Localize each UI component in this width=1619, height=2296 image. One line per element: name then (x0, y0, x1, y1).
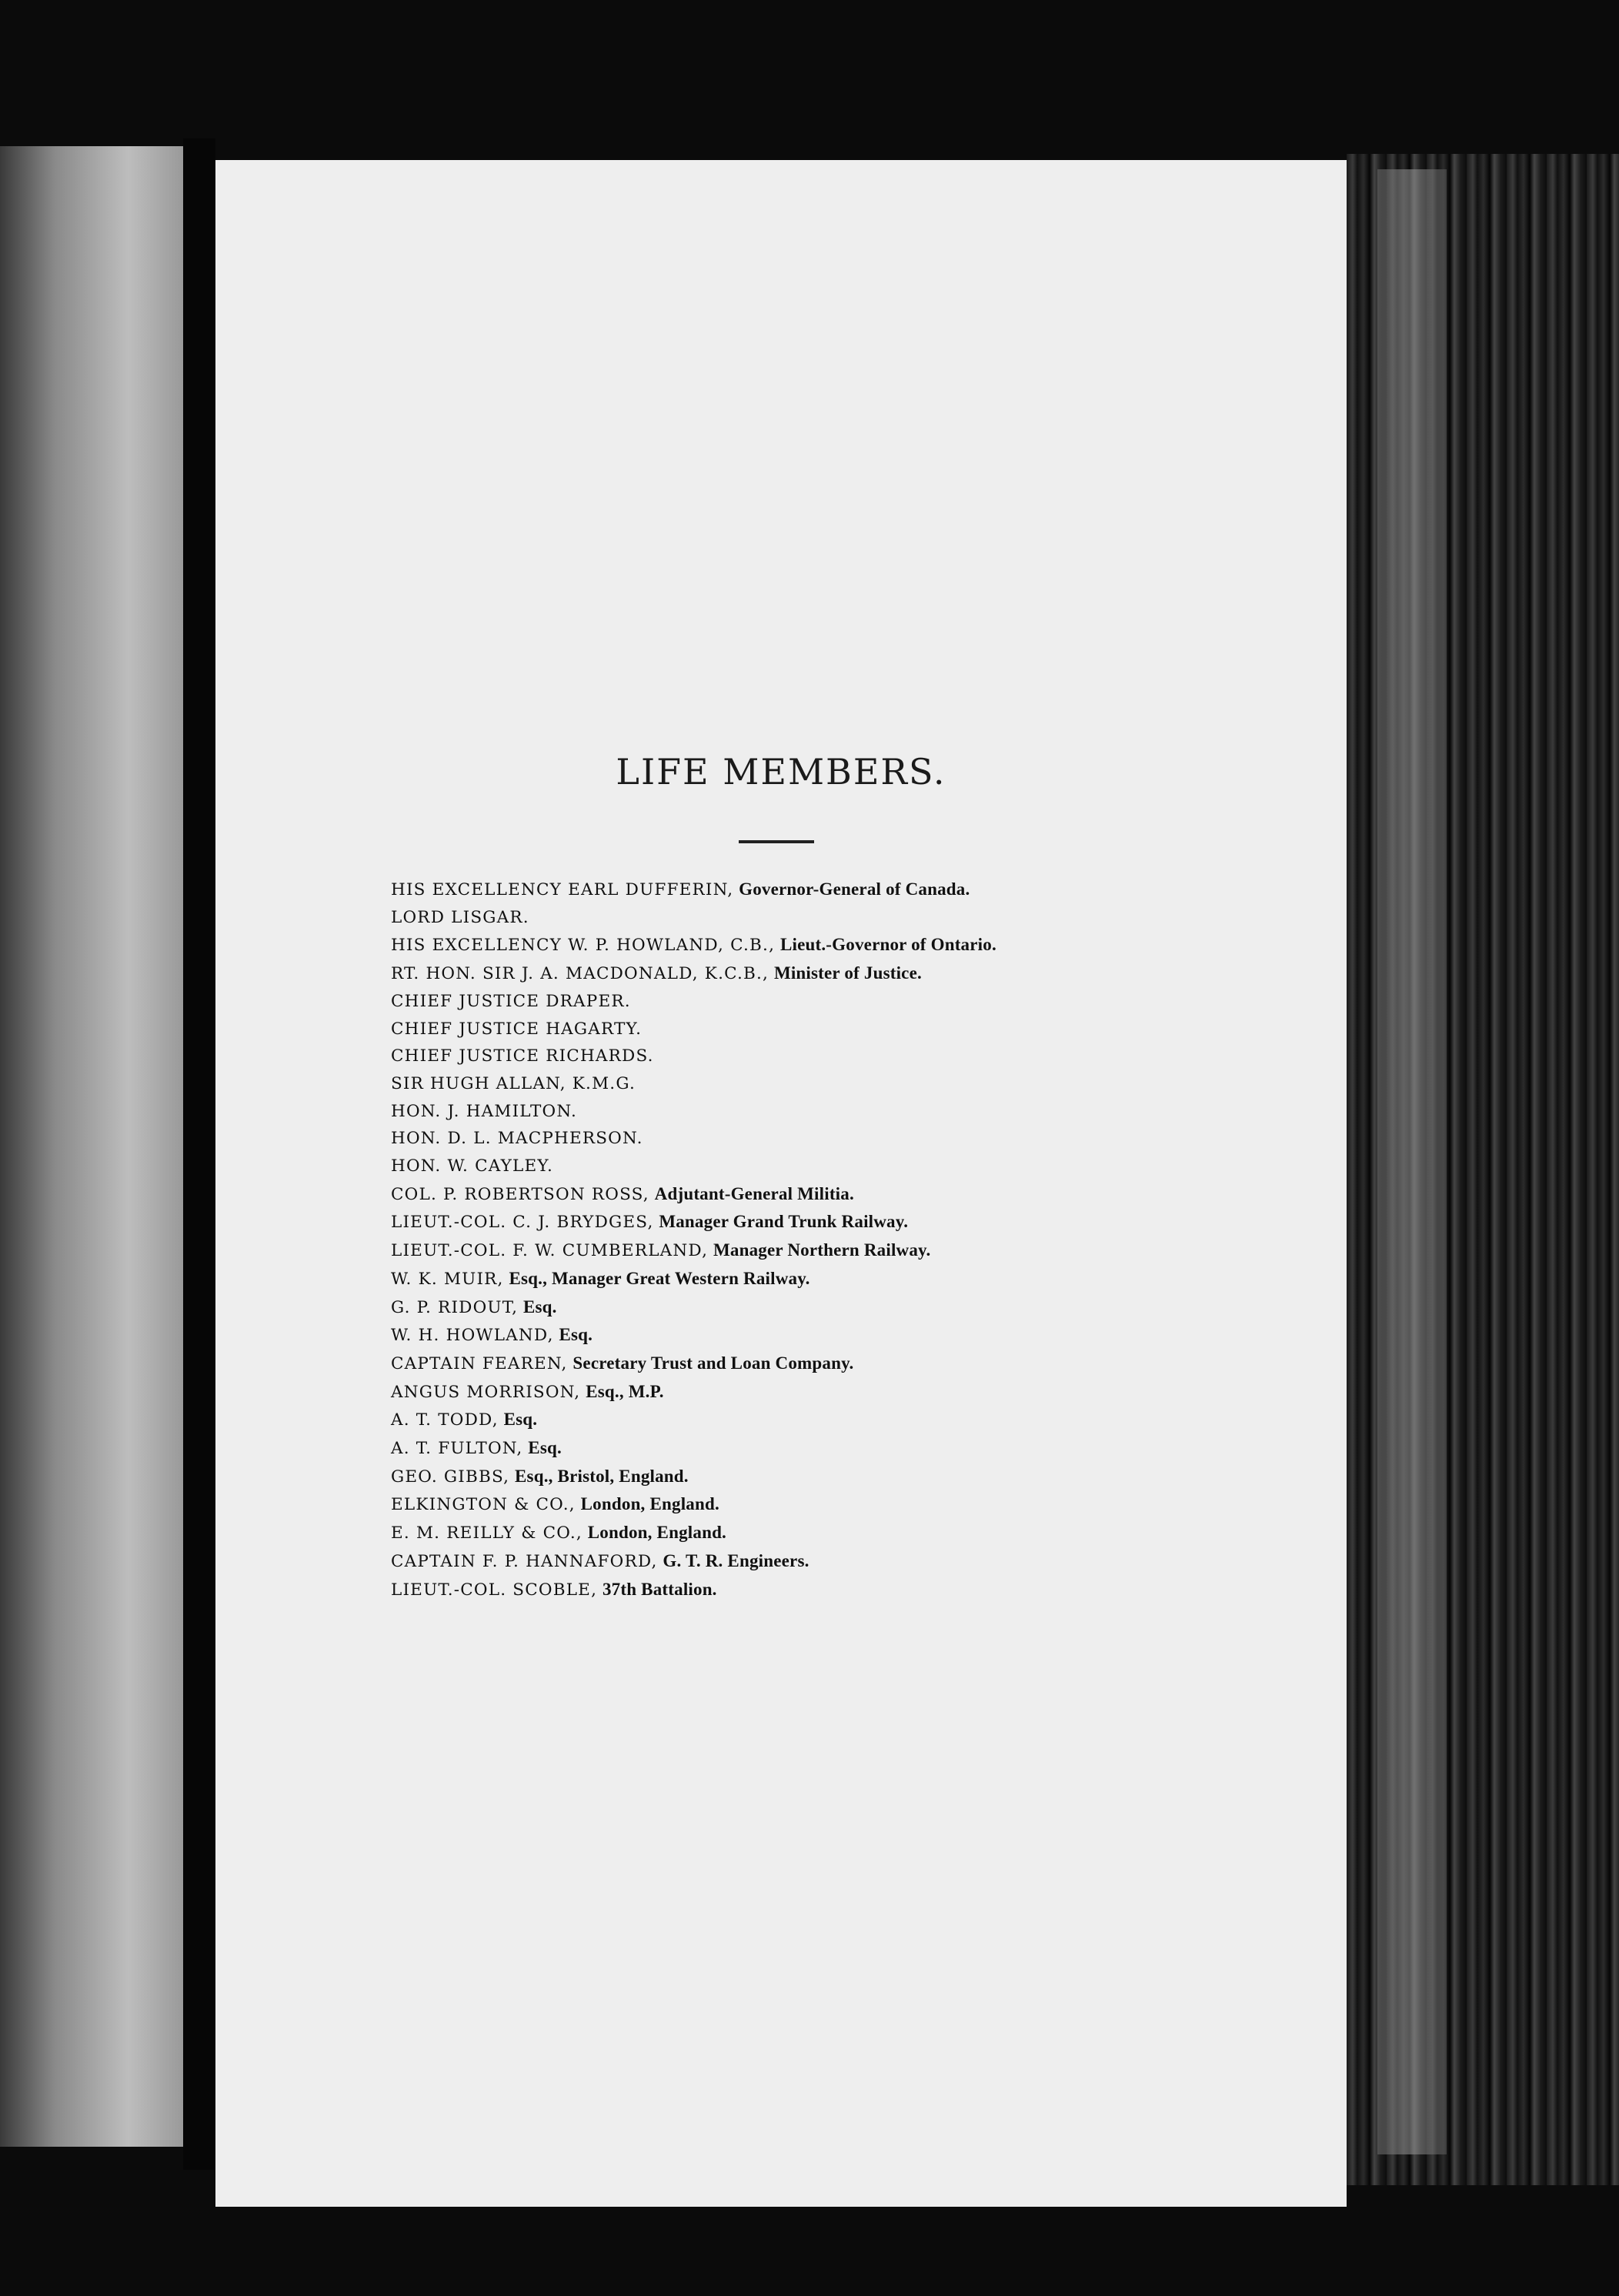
member-name: W. K. MUIR, (391, 1269, 504, 1289)
member-name: ELKINGTON & CO., (391, 1495, 576, 1515)
member-detail: Manager Grand Trunk Railway. (659, 1212, 909, 1232)
member-name: HON. J. HAMILTON. (391, 1101, 578, 1121)
member-detail: Esq., Manager Great Western Railway. (509, 1268, 810, 1288)
member-detail: London, England. (580, 1494, 719, 1514)
member-name: G. P. RIDOUT, (391, 1297, 519, 1317)
member-entry (391, 1547, 996, 1576)
member-detail: Governor-General of Canada. (739, 879, 970, 899)
member-entry (391, 1463, 996, 1491)
member-entry (391, 1153, 996, 1180)
member-detail: Manager Northern Railway. (713, 1240, 931, 1260)
left-facing-page (0, 146, 183, 2147)
book-gutter (183, 138, 215, 2170)
member-entry (391, 1350, 996, 1378)
member-name: HON. D. L. MACPHERSON. (391, 1129, 643, 1149)
member-entry (391, 959, 996, 988)
book-edge-highlight (1377, 169, 1447, 2154)
page-title: LIFE MEMBERS. (616, 751, 946, 793)
member-name: CHIEF JUSTICE RICHARDS. (391, 1046, 654, 1066)
member-detail: Esq. (559, 1325, 593, 1345)
member-list (391, 876, 996, 1604)
member-name: LIEUT.-COL. SCOBLE, (391, 1580, 598, 1600)
member-entry (391, 1098, 996, 1126)
member-name: CAPTAIN FEAREN, (391, 1353, 568, 1373)
member-name: W. H. HOWLAND, (391, 1326, 554, 1346)
member-entry (391, 1180, 996, 1209)
member-detail: Esq. (528, 1438, 562, 1458)
member-detail: Esq. (503, 1410, 538, 1430)
member-entry (391, 1293, 996, 1322)
member-entry (391, 1321, 996, 1350)
member-name: HIS EXCELLENCY W. P. HOWLAND, C.B., (391, 936, 776, 956)
member-entry (391, 1208, 996, 1236)
member-name: HON. W. CAYLEY. (391, 1156, 554, 1176)
member-entry (391, 1070, 996, 1098)
member-detail: Esq., Bristol, England. (515, 1466, 689, 1486)
member-name: LIEUT.-COL. C. J. BRYDGES, (391, 1213, 654, 1233)
member-name: CAPTAIN F. P. HANNAFORD, (391, 1551, 658, 1571)
member-entry (391, 1043, 996, 1070)
member-entry (391, 1016, 996, 1043)
member-name: LIEUT.-COL. F. W. CUMBERLAND, (391, 1241, 709, 1261)
member-name: E. M. REILLY & CO., (391, 1523, 583, 1543)
member-entry (391, 1576, 996, 1604)
member-detail: Esq. (522, 1297, 557, 1317)
member-name: CHIEF JUSTICE DRAPER. (391, 991, 631, 1011)
member-name: HIS EXCELLENCY EARL DUFFERIN, (391, 880, 734, 899)
member-name: CHIEF JUSTICE HAGARTY. (391, 1019, 643, 1039)
member-detail: 37th Battalion. (602, 1579, 717, 1599)
member-name: GEO. GIBBS, (391, 1467, 510, 1487)
member-detail: Minister of Justice. (773, 963, 922, 983)
member-entry (391, 1125, 996, 1153)
member-entry (391, 904, 996, 932)
member-detail: G. T. R. Engineers. (663, 1550, 810, 1570)
member-name: A. T. TODD, (391, 1410, 499, 1430)
member-entry (391, 1265, 996, 1293)
member-name: COL. P. ROBERTSON ROSS, (391, 1184, 649, 1204)
member-detail: Lieut.-Governor of Ontario. (779, 935, 996, 955)
member-entry (391, 988, 996, 1016)
title-rule (739, 840, 814, 843)
member-name: LORD LISGAR. (391, 907, 529, 927)
member-entry (391, 1378, 996, 1407)
member-entry (391, 876, 996, 904)
member-detail: Secretary Trust and Loan Company. (572, 1353, 854, 1373)
member-name: A. T. FULTON, (391, 1439, 523, 1459)
member-entry (391, 1519, 996, 1547)
member-name: RT. HON. SIR J. A. MACDONALD, K.C.B., (391, 964, 769, 984)
page (215, 160, 1347, 2207)
member-detail: London, England. (587, 1523, 727, 1543)
member-name: ANGUS MORRISON, (391, 1382, 581, 1402)
member-name: SIR HUGH ALLAN, K.M.G. (391, 1073, 636, 1093)
member-entry (391, 1406, 996, 1434)
member-entry (391, 1490, 996, 1519)
member-entry (391, 1434, 996, 1463)
member-entry (391, 931, 996, 959)
member-detail: Esq., M.P. (586, 1381, 664, 1401)
member-detail: Adjutant-General Militia. (654, 1183, 854, 1203)
member-entry (391, 1236, 996, 1265)
